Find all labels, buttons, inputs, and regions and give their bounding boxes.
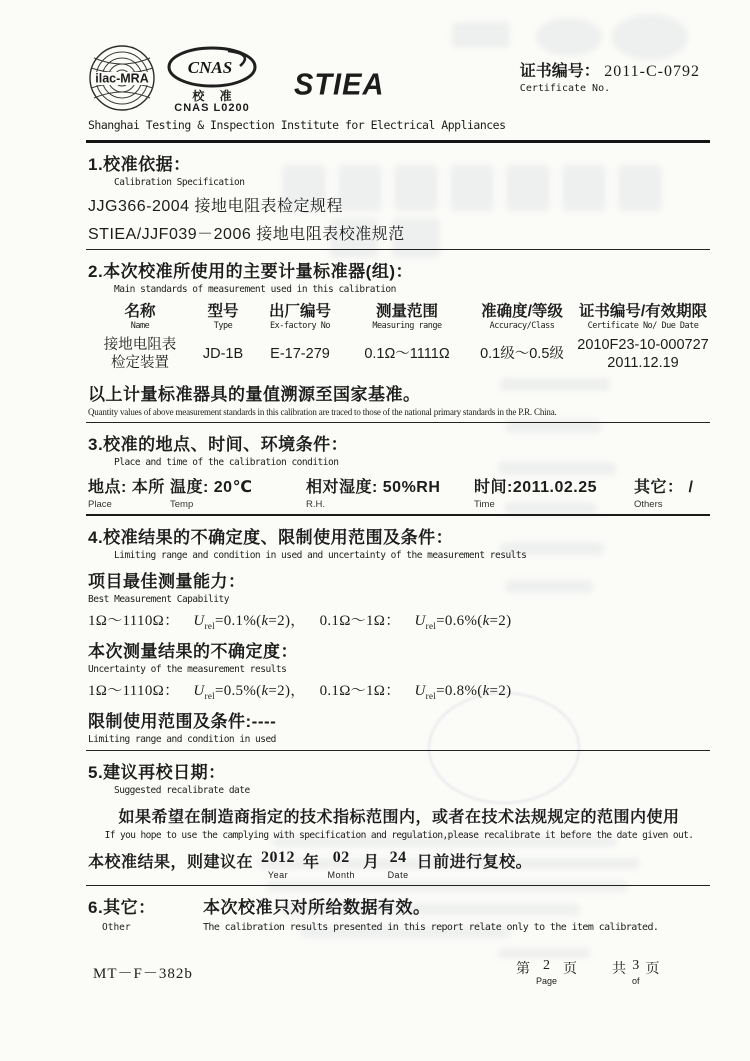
recalibrate-day: 24 Date <box>387 849 409 881</box>
bmc-title-en: Best Measurement Capability <box>88 594 229 606</box>
section-6 <box>88 893 710 933</box>
section-5-divider <box>86 885 710 886</box>
table-header-row <box>88 299 710 331</box>
section-3-title: 3.校准的地点、时间、环境条件： <box>88 435 349 455</box>
standards-table <box>88 299 710 374</box>
cnas-logo <box>166 46 258 114</box>
col-exfactory-cn: 出厂编号 <box>268 303 331 321</box>
traceability-statement-cn: 以上计量标准器具的量值溯源至国家基准。 <box>88 385 421 405</box>
section-3-subtitle-en: Place and time of the calibration condition <box>114 457 339 469</box>
cell-name: 接地电阻表 检定装置 <box>103 337 177 372</box>
recalibrate-year: 2012 Year <box>261 849 296 881</box>
stiea-logo-text: STIEA <box>294 67 385 102</box>
recalibrate-note-en: If you hope to use the camplying with specification and regulation,please recalibrate it before the date given out. <box>104 830 694 842</box>
section-2-divider <box>86 422 710 423</box>
col-type-cn: 型号 <box>207 303 239 321</box>
section-2-subtitle-en: Main standards of measurement used in this calibration <box>114 284 396 296</box>
ilac-mra-logo-text: ilac-MRA <box>95 71 149 86</box>
traceability-statement-en: Quantity values of above measurement standards in this calibration are traced to those of the national primary standards in the P.R. China. <box>88 407 557 418</box>
logo-group <box>88 42 384 114</box>
page-number: 2 Page <box>536 958 558 986</box>
section-3-divider <box>86 514 710 516</box>
table-data-row <box>88 334 710 374</box>
recalibrate-note-cn: 如果希望在制造商指定的技术指标范围内，或者在技术法规规定的范围内使用 <box>118 809 680 827</box>
section-2-title: 2.本次校准所使用的主要计量标准器(组)： <box>88 262 413 282</box>
field-humidity: 相对湿度: 50%RH R.H. <box>306 479 441 511</box>
cell-range: 0.1Ω～1111Ω <box>364 346 450 363</box>
validity-statement-en: The calibration results presented in this report relate only to the item calibrated. <box>203 922 659 934</box>
certificate-no-label-en: Certificate No. <box>519 83 611 94</box>
form-number: MT－F－382b <box>93 966 193 982</box>
cell-accuracy: 0.1级～0.5级 <box>480 346 564 363</box>
total-pages-indicator: 共 3 of 页 <box>612 958 660 986</box>
uncertainty-title-en: Uncertainty of the measurement results <box>88 664 287 676</box>
field-others: 其它： / Others <box>634 479 694 511</box>
field-place: 地点: 本所 Place <box>88 479 165 511</box>
condition-fields <box>88 474 710 510</box>
section-5 <box>88 758 710 880</box>
uncertainty-title: 本次测量结果的不确定度： <box>88 642 298 662</box>
section-4-subtitle-en: Limiting range and condition in used and uncertainty of the measurement results <box>114 550 527 562</box>
col-certno-cn: 证书编号/有效期限 <box>578 303 708 321</box>
col-accuracy-en: Accuracy/Class <box>489 321 555 332</box>
section-4-divider <box>86 750 710 751</box>
uncertainty-values-line: 1Ω～1110Ω： $U_{rel}=0.5\%(k=2)$， 0.1Ω～1Ω： $U_{rel}=0.8\%(k=2)$ <box>88 683 512 702</box>
section-6-title: 6.其它： <box>88 898 156 918</box>
section-1-subtitle-en: Calibration Specification <box>114 177 245 189</box>
limit-title: 限制使用范围及条件:---- <box>88 712 277 732</box>
bmc-title: 项目最佳测量能力： <box>88 572 246 592</box>
bmc-values-line: 1Ω～1110Ω： $U_{rel}=0.1\%(k=2)$， 0.1Ω～1Ω： $U_{rel}=0.6\%(k=2)$ <box>88 613 512 632</box>
certificate-no-value: 2011-C-0792 <box>604 63 700 80</box>
page-indicator: 第 2 Page 页 <box>516 958 578 986</box>
certificate-no-label-cn: 证书编号： <box>519 63 600 80</box>
calibration-spec-line-2: STIEA/JJF039－2006 接地电阻表校准规范 <box>88 226 405 244</box>
col-certno-en: Certificate No/ Due Date <box>587 321 699 332</box>
recalibrate-month: 02 Month <box>327 849 356 881</box>
section-4-title: 4.校准结果的不确定度、限制使用范围及条件： <box>88 528 454 548</box>
section-4 <box>88 523 710 745</box>
cnas-logo-text: CNAS <box>187 58 233 77</box>
section-6-title-en: Other <box>102 922 131 934</box>
header <box>88 42 710 114</box>
institute-name-en: Shanghai Testing & Inspection Institute for Electrical Appliances <box>88 118 506 133</box>
col-type-en: Type <box>213 321 233 332</box>
header-divider <box>86 140 710 143</box>
col-name-cn: 名称 <box>124 303 156 321</box>
cnas-cn-label: 校 准 <box>192 89 238 103</box>
recalibrate-date-line: 本校准结果，则建议在 2012 Year 年 02 Month 月 24 Date 日前进行复校。 <box>88 849 533 881</box>
ilac-mra-logo-icon <box>88 44 156 112</box>
total-pages-number: 3 of <box>632 958 640 986</box>
col-range-cn: 测量范围 <box>375 303 438 321</box>
calibration-spec-line-1: JJG366-2004 接地电阻表检定规程 <box>88 198 344 216</box>
certificate-number-block <box>520 58 710 94</box>
section-3 <box>88 430 710 510</box>
col-accuracy-cn: 准确度/等级 <box>481 303 563 321</box>
section-5-title: 5.建议再校日期： <box>88 763 226 783</box>
cell-type: JD-1B <box>202 346 244 363</box>
section-2 <box>88 257 710 417</box>
section-1-divider <box>86 249 710 250</box>
cell-certno: 2010F23-10-000727 2011.12.19 <box>577 337 709 372</box>
validity-statement-cn: 本次校准只对所给数据有效。 <box>203 898 431 918</box>
cell-exfactory: E-17-279 <box>270 346 330 363</box>
field-temp: 温度: 20℃ Temp <box>170 479 253 511</box>
col-exfactory-en: Ex-factory No <box>269 321 331 332</box>
section-1-title: 1.校准依据： <box>88 155 191 175</box>
section-1 <box>88 150 710 244</box>
field-time: 时间:2011.02.25 Time <box>474 479 598 511</box>
cnas-logo-icon <box>166 46 258 90</box>
col-range-en: Measuring range <box>372 321 442 332</box>
section-5-subtitle-en: Suggested recalibrate date <box>114 785 250 797</box>
cnas-code-label: CNAS L0200 <box>174 101 250 114</box>
col-name-en: Name <box>130 321 150 332</box>
limit-title-en: Limiting range and condition in used <box>88 734 276 746</box>
